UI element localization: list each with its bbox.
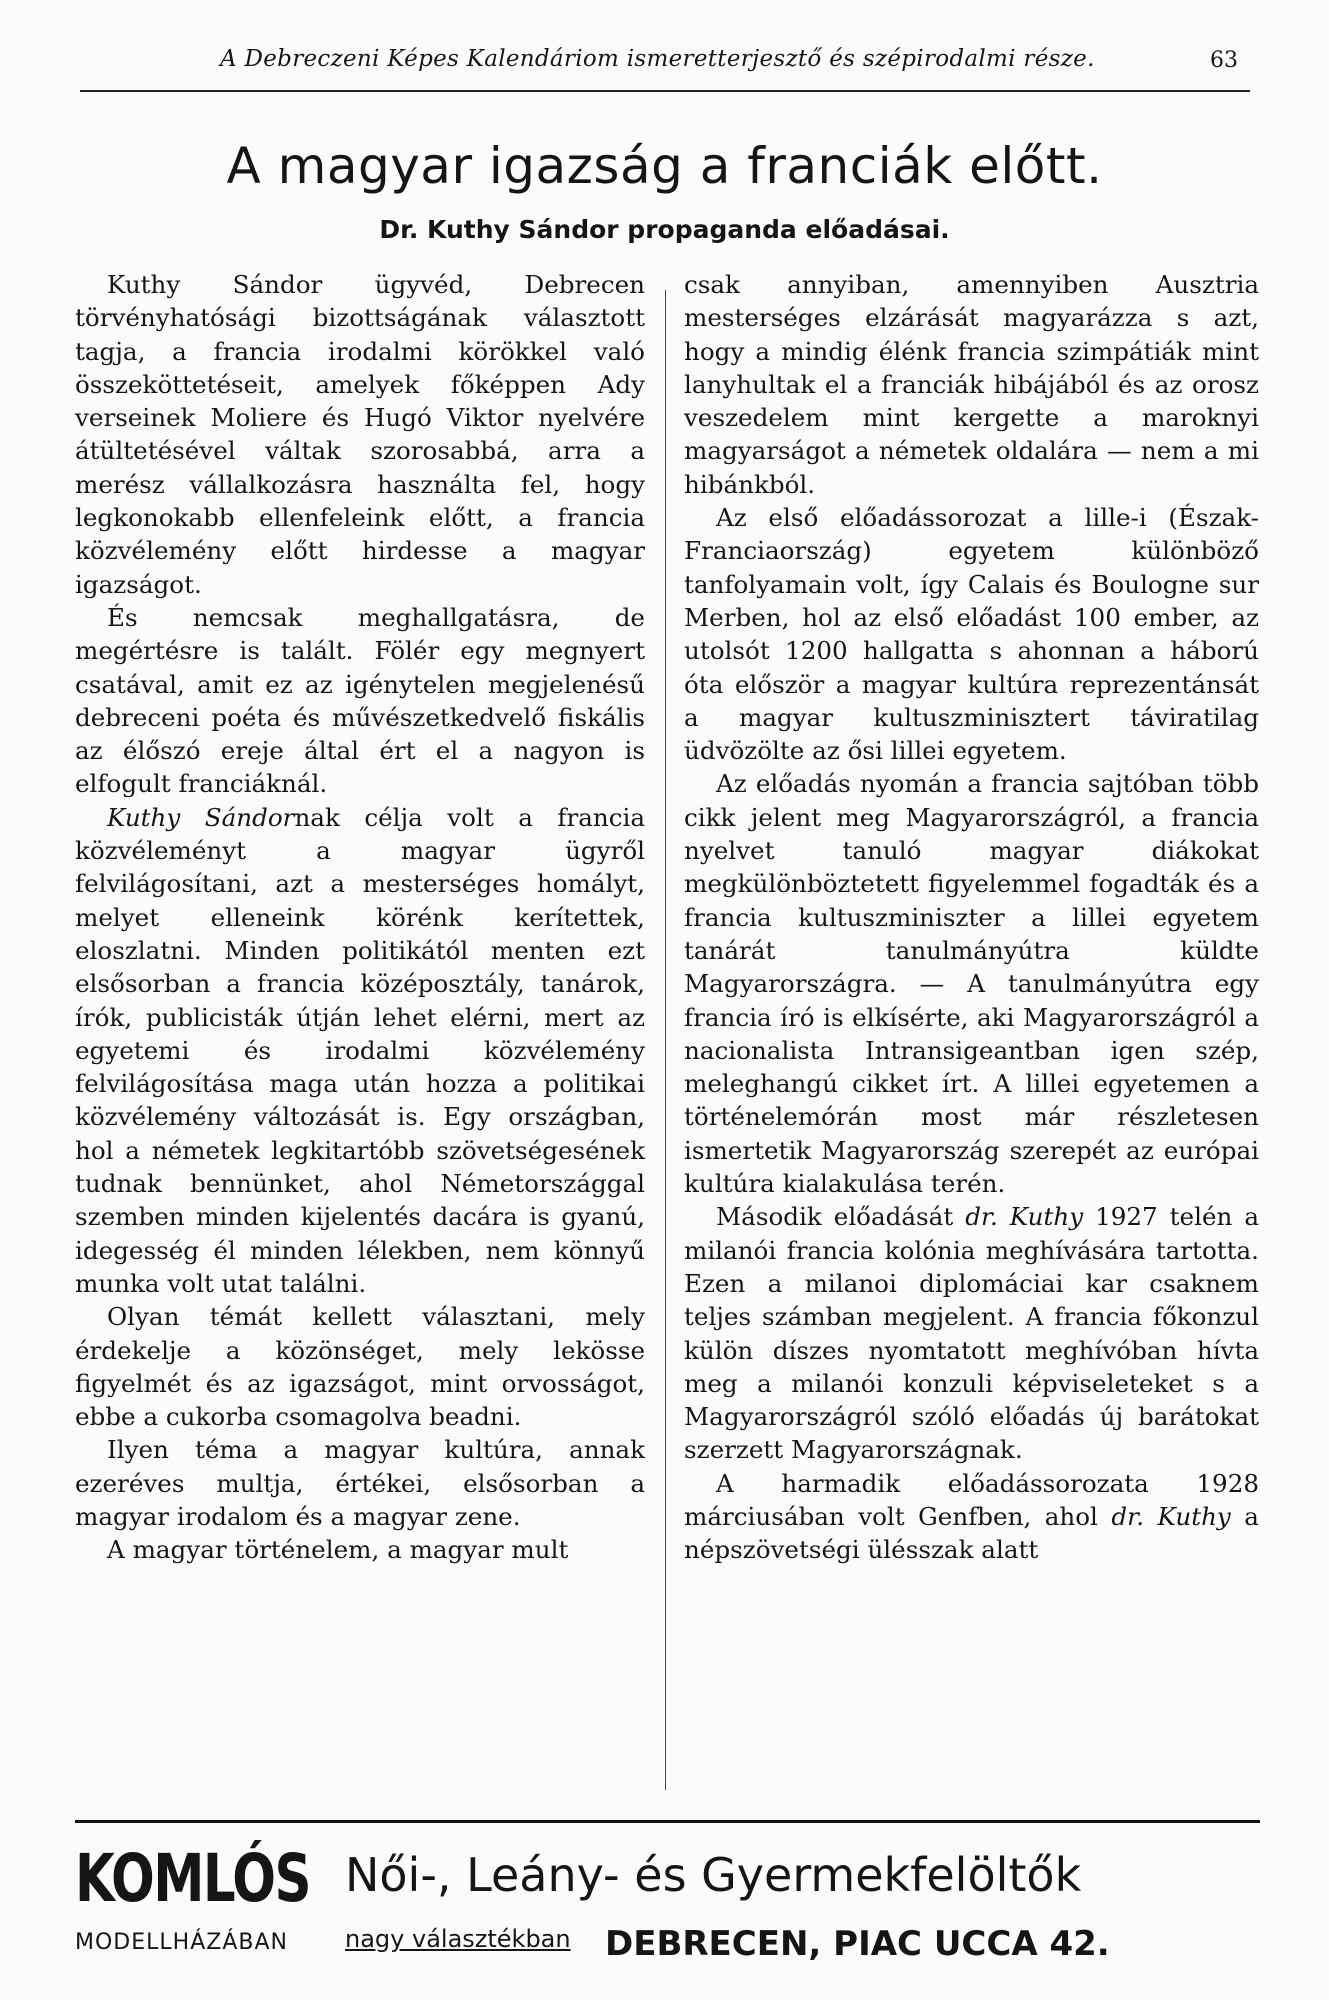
paragraph: Az előadás nyomán a francia sajtóban több cikk jelent meg Magyarországról, a francia nyelvet tanuló magyar diákokat megkülönböztetett figyelemmel fogadták és a francia kultuszminiszter a lillei egyetem tanárát tanulmányútra küldte Magyarországra. — A tanulmányútra egy francia író is elkísérte, aki Magyarországról a nacionalista Intransigeantban igen szép, meleghangú cikket írt. A lillei egyetemen a történelemórán most már részletesen ismertetik Magyarország szerepét az európai kultúra kialakulása terén. (684, 769, 1259, 1199)
komlos-headline: Női-, Leány- és Gyermekfelöltők (345, 1848, 1082, 1902)
page-number: 63 (1210, 48, 1238, 73)
paragraph: És nemcsak meghallgatásra, de megértésre is talált. Fölér egy megnyert csatával, amit ez az igénytelen megjelenésű debreceni poéta és művészetkedvelő fiskális az élőszó ereje által ért el a nagyon is elfogult franciáknál. (75, 602, 645, 799)
paragraph: Olyan témát kellett választani, mely érdekelje a közönséget, mely lekösse figyelmét és az igazságot, mint orvosságot, ebbe a cukorba csomagolva beadni. (75, 1302, 645, 1432)
paragraph: A magyar történelem, a magyar mult (107, 1535, 569, 1565)
paragraph: Az első előadássorozat a lille-i (Észak-Franciaország) egyetem különböző tanfolyamain volt, így Calais és Boulogne sur Merben, hol az első előadást 100 ember, az utolsót 1200 hallgatta s ahonnan a háború óta először a magyar kultúra reprezentánsát a magyar kultuszminisztert táviratilag üdvözölte az ősi lillei egyetem. (684, 503, 1259, 766)
komlos-address: DEBRECEN, PIAC UCCA 42. (605, 1924, 1110, 1964)
left-column (75, 268, 645, 1567)
right-column (684, 268, 1259, 1567)
article-title: A magyar igazság a franciák előtt. (226, 137, 1103, 195)
paragraph: Kuthy Sándor ügyvéd, Debrecen törvényhatósági bizottságának választott tagja, a francia irodalmi körökkel való összeköttetéseit, amelyek főképpen Ady verseinek Moliere és Hugó Viktor nyelvére átültetésével váltak szorosabbá, arra a merész vállalkozásra használta fel, hogy legkonokabb ellenfeleink előtt, a francia közvélemény előtt hirdesse a magyar igazságot. (75, 270, 645, 599)
ad-rule (75, 1820, 1260, 1823)
komlos-tagline: nagy választékban (345, 1925, 571, 1953)
paragraph: Második előadását dr. Kuthy 1927 telén a milanói francia kolónia meghívására tartotta. Ezen a milanoi diplomáciai kar csaknem teljes számban megjelent. A francia főkonzul külön díszes nyomtatott meghívóban hívta meg a milanói konzuli képviseleteket s a Magyarországról szóló előadás új barátokat szerzett Magyarországnak. (684, 1202, 1259, 1465)
paragraph: Kuthy Sándornak célja volt a francia közvéleményt a magyar ügyről felvilágosítani, azt a mesterséges homályt, melyet elleneink körénk kerítettek, eloszlatni. Minden politikától menten ezt elsősorban a francia középosztály, tanárok, írók, publicisták útján lehet elérni, mert az egyetemi és irodalmi közvélemény felvilágosítása maga után hozza a politikai közvélemény változását is. Egy országban, hol a németek legkitartóbb szövetségesének tudnak bennünket, ahol Németországgal szemben minden kijelentés dacára is gyanú, idegesség él minden lélekben, nem könnyű munka volt utat találni. (75, 802, 646, 1298)
article-subtitle: Dr. Kuthy Sándor propaganda előadásai. (379, 215, 950, 244)
running-title: A Debreczeni Képes Kalendáriom ismeretterjesztő és szépirodalmi része. (220, 46, 1095, 72)
komlos-brand: KOMLÓS (75, 1840, 311, 1917)
column-divider (665, 290, 666, 1790)
paragraph: A harmadik előadássorozata 1928 márciusában volt Genfben, ahol dr. Kuthy a népszövetségi ülésszak alatt (684, 1468, 1259, 1565)
paragraph: csak annyiban, amennyiben Ausztria mesterséges elzárását magyarázza s azt, hogy a mindig élénk francia szimpátiák mint lanyhultak el a franciák hibájából és az orosz veszedelem mint kergette a maroknyi magyarságot a németek oldalára — nem a mi hibánkból. (684, 270, 1259, 499)
komlos-sub: MODELLHÁZÁBAN (75, 1930, 288, 1955)
paragraph: Ilyen téma a magyar kultúra, annak ezeréves multja, értékei, elsősorban a magyar irodalom és a magyar zene. (75, 1435, 645, 1531)
komlos-ad (75, 1840, 1260, 1990)
person-name: Kuthy Sándor (107, 802, 295, 832)
running-header (80, 40, 1250, 92)
